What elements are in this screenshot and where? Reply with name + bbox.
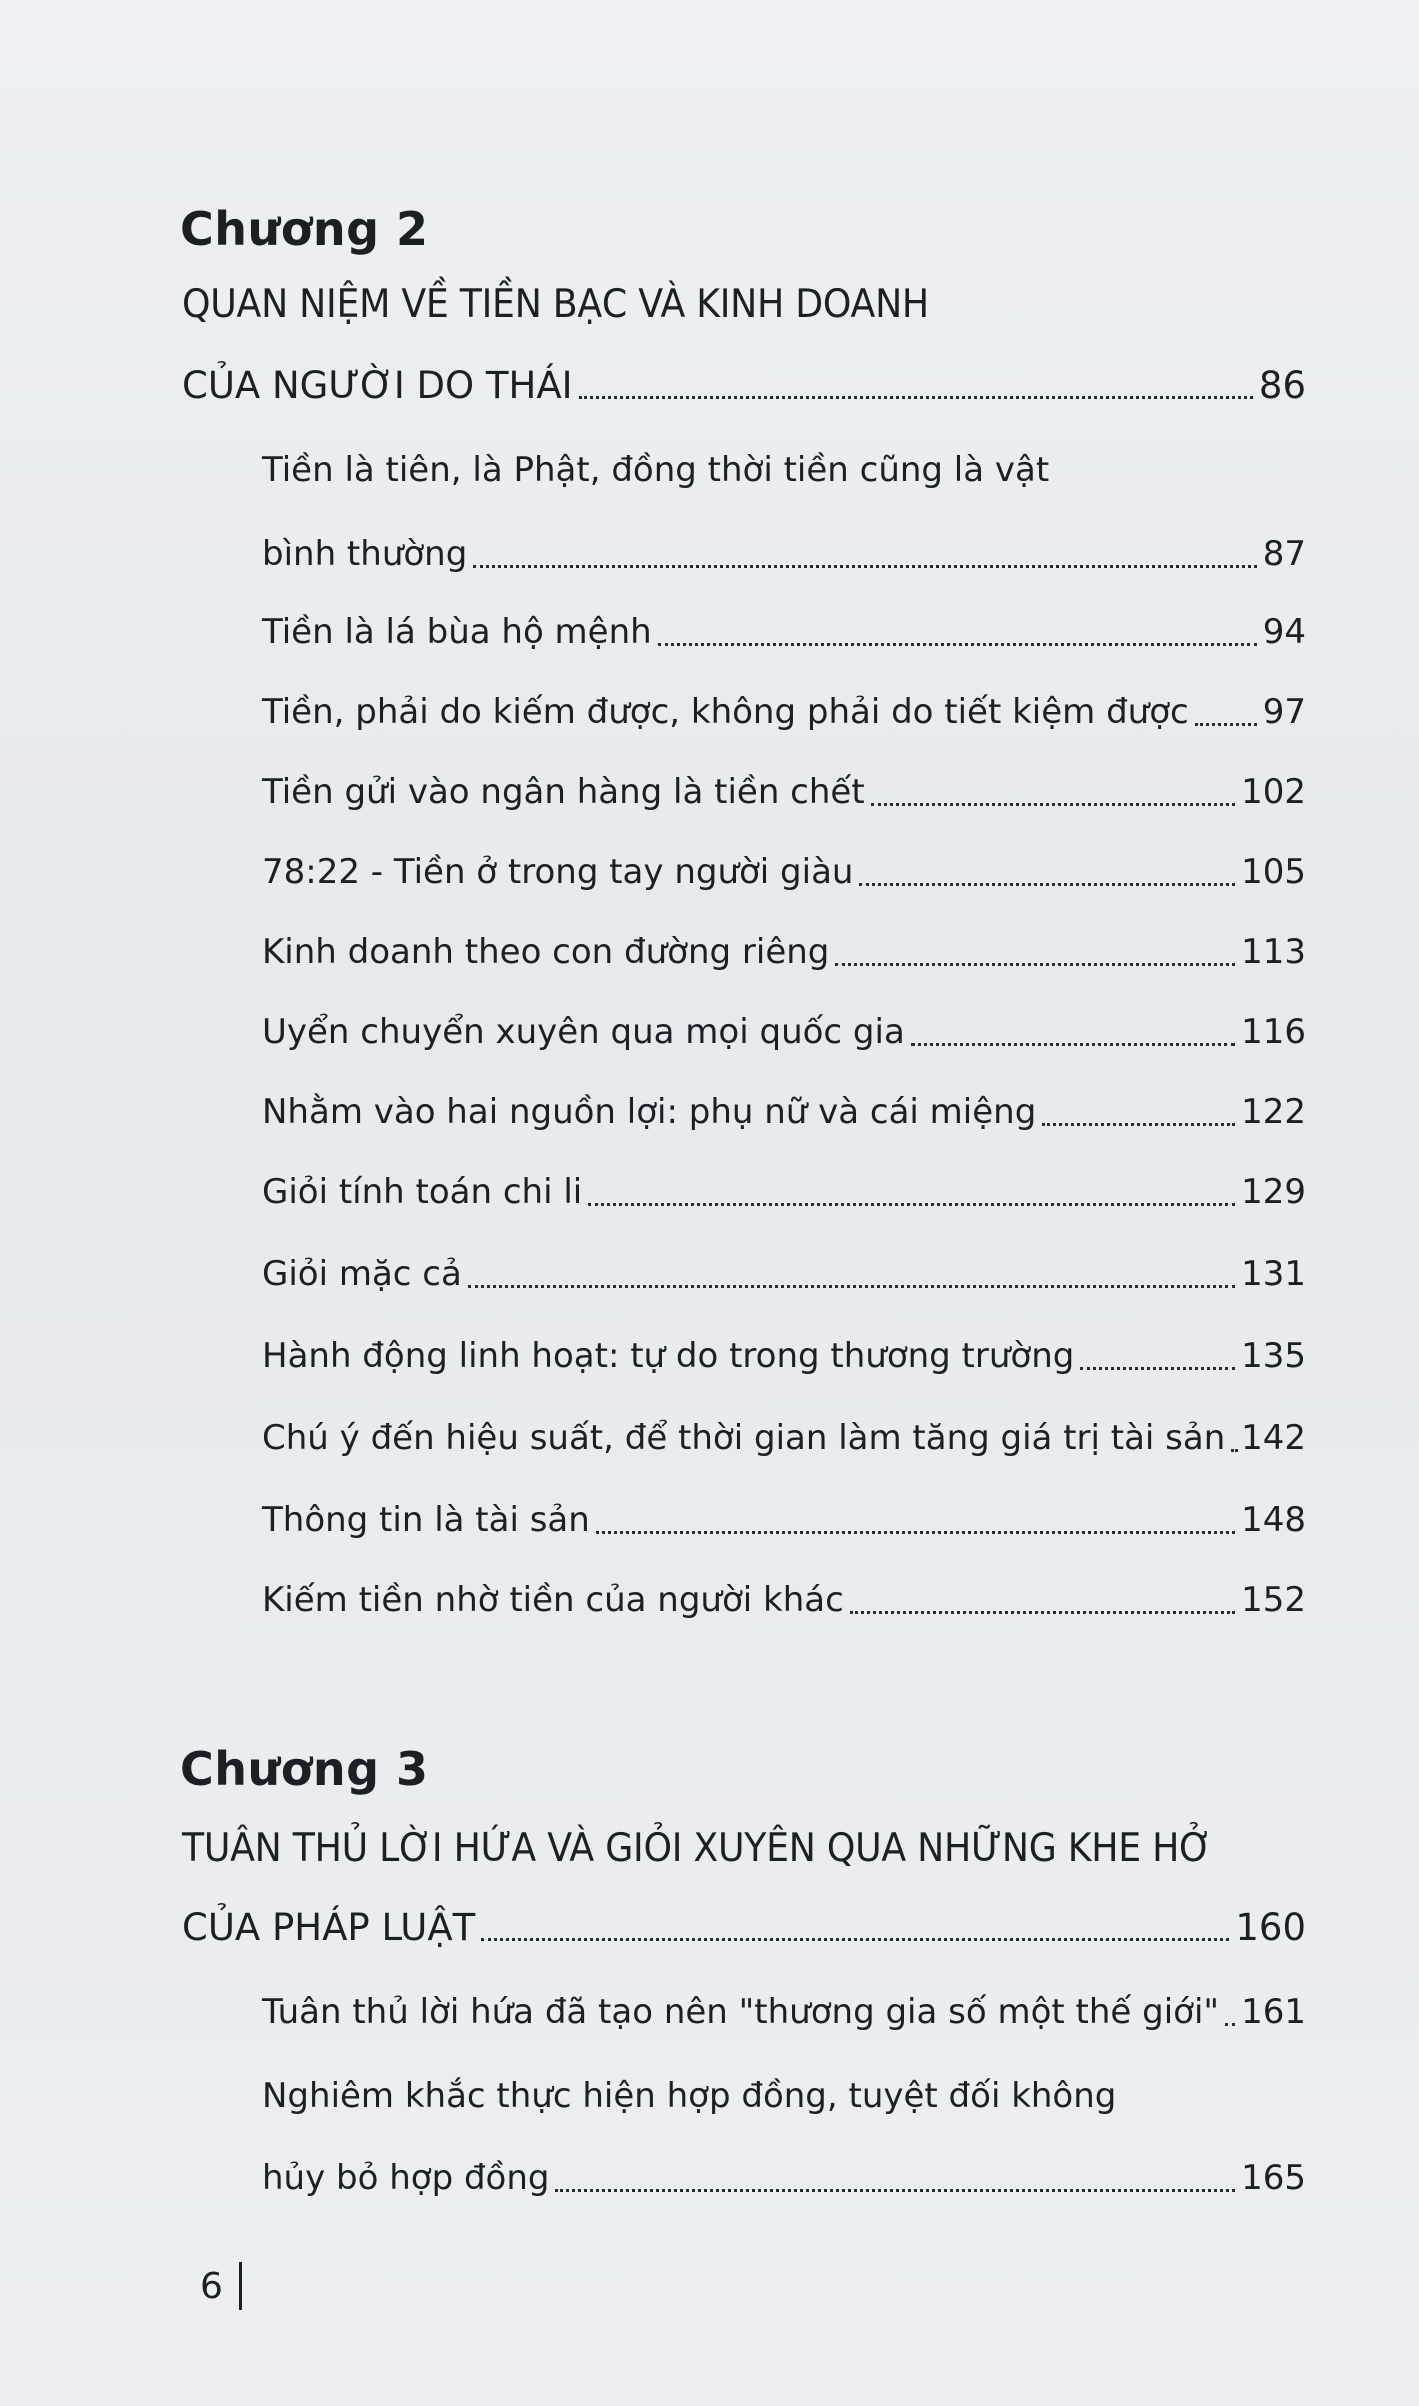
dot-leader	[468, 1285, 1235, 1288]
page-number: 122	[1241, 1092, 1306, 1132]
page-number: 97	[1262, 692, 1306, 732]
toc-entry-title: Tuân thủ lời hứa đã tạo nên "thương gia số một thế giới"	[262, 1992, 1220, 2032]
toc-entry[interactable]	[262, 2158, 1306, 2198]
toc-entry[interactable]	[262, 1992, 1306, 2032]
page-number: 87	[1262, 534, 1306, 574]
page-number: 129	[1241, 1172, 1306, 1212]
page-number: 160	[1235, 1906, 1306, 1949]
toc-entry-title: Giỏi mặc cả	[262, 1254, 462, 1294]
dot-leader	[596, 1531, 1235, 1534]
toc-entry-title: Tiền gửi vào ngân hàng là tiền chết	[262, 772, 865, 812]
toc-entry-title: Hành động linh hoạt: tự do trong thương trường	[262, 1336, 1075, 1376]
page-number: 86	[1258, 364, 1306, 407]
toc-entry-title: hủy bỏ hợp đồng	[262, 2158, 550, 2198]
dot-leader	[835, 963, 1235, 966]
page-number: 161	[1241, 1992, 1306, 2032]
toc-entry[interactable]	[262, 1254, 1306, 1294]
toc-entry[interactable]	[262, 1336, 1306, 1376]
dot-leader	[871, 803, 1235, 806]
toc-entry-title: Thông tin là tài sản	[262, 1500, 590, 1540]
toc-entry-title: Giỏi tính toán chi li	[262, 1172, 583, 1212]
toc-entry[interactable]	[262, 772, 1306, 812]
chapter-3-title-entry[interactable]	[182, 1906, 1306, 1949]
toc-entry[interactable]	[262, 612, 1306, 652]
footer-divider	[239, 2262, 242, 2310]
page-number: 142	[1241, 1418, 1306, 1458]
dot-leader	[1080, 1367, 1235, 1370]
dot-leader	[859, 883, 1235, 886]
dot-leader	[1195, 723, 1257, 726]
page-number: 135	[1241, 1336, 1306, 1376]
dot-leader	[588, 1203, 1235, 1206]
toc-entry-line1: Nghiêm khắc thực hiện hợp đồng, tuyệt đối không	[262, 2076, 1117, 2116]
toc-entry-title: Nhằm vào hai nguồn lợi: phụ nữ và cái miệng	[262, 1092, 1037, 1132]
chapter-2-title-line2: CỦA NGƯỜI DO THÁI	[182, 364, 573, 407]
page-number: 102	[1241, 772, 1306, 812]
page-number: 148	[1241, 1500, 1306, 1540]
chapter-2-heading: Chương 2	[180, 202, 429, 256]
page-number: 165	[1241, 2158, 1306, 2198]
page-number: 131	[1241, 1254, 1306, 1294]
toc-entry-title: Chú ý đến hiệu suất, để thời gian làm tăng giá trị tài sản	[262, 1418, 1226, 1458]
page-number: 113	[1241, 932, 1306, 972]
toc-entry[interactable]	[262, 1092, 1306, 1132]
toc-entry[interactable]	[262, 1580, 1306, 1620]
toc-entry[interactable]	[262, 1172, 1306, 1212]
toc-entry-title: Uyển chuyển xuyên qua mọi quốc gia	[262, 1012, 905, 1052]
chapter-3-heading: Chương 3	[180, 1742, 429, 1796]
dot-leader	[473, 565, 1256, 568]
toc-entry[interactable]	[262, 1418, 1306, 1458]
page-number: 94	[1262, 612, 1306, 652]
toc-entry-title: Tiền là lá bùa hộ mệnh	[262, 612, 652, 652]
toc-entry[interactable]	[262, 534, 1306, 574]
toc-entry-title: 78:22 - Tiền ở trong tay người giàu	[262, 852, 854, 892]
dot-leader	[579, 396, 1253, 399]
page-footer	[200, 2262, 242, 2310]
page-number: 116	[1241, 1012, 1306, 1052]
dot-leader	[1042, 1123, 1235, 1126]
toc-entry[interactable]	[262, 852, 1306, 892]
toc-entry[interactable]	[262, 1012, 1306, 1052]
toc-entry[interactable]	[262, 692, 1306, 732]
dot-leader	[555, 2189, 1235, 2192]
page-number: 152	[1241, 1580, 1306, 1620]
chapter-2-title-line1: QUAN NIỆM VỀ TIỀN BẠC VÀ KINH DOANH	[182, 282, 929, 327]
dot-leader	[911, 1043, 1235, 1046]
dot-leader	[658, 643, 1257, 646]
toc-entry-title: Kinh doanh theo con đường riêng	[262, 932, 830, 972]
dot-leader	[850, 1611, 1235, 1614]
page-number: 105	[1241, 852, 1306, 892]
dot-leader	[1231, 1449, 1235, 1452]
chapter-3-title-line1: TUÂN THỦ LỜI HỨA VÀ GIỎI XUYÊN QUA NHỮNG KHE HỞ	[182, 1826, 1213, 1871]
toc-entry-line1: Tiền là tiên, là Phật, đồng thời tiền cũng là vật	[262, 450, 1050, 490]
footer-page-number: 6	[200, 2265, 223, 2307]
chapter-3-title-line2: CỦA PHÁP LUẬT	[182, 1906, 476, 1949]
toc-entry-title: bình thường	[262, 534, 468, 574]
toc-entry[interactable]	[262, 932, 1306, 972]
toc-entry[interactable]	[262, 1500, 1306, 1540]
dot-leader	[1225, 2023, 1235, 2026]
dot-leader	[481, 1938, 1229, 1941]
toc-entry-title: Kiếm tiền nhờ tiền của người khác	[262, 1580, 844, 1620]
toc-entry-title: Tiền, phải do kiếm được, không phải do tiết kiệm được	[262, 692, 1189, 732]
chapter-2-title-entry[interactable]	[182, 364, 1306, 407]
